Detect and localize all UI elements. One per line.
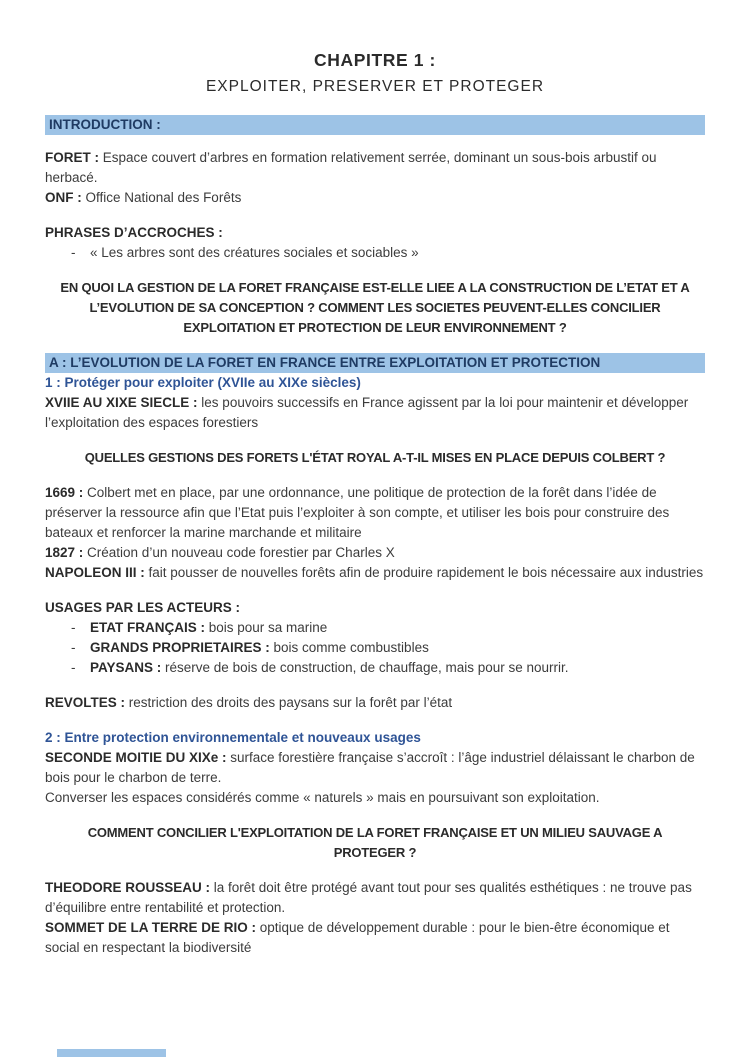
paragraph [45, 483, 705, 543]
bullet-item [45, 243, 705, 263]
document-body [45, 115, 705, 958]
text-run: fait pousser de nouvelles forêts afin de produire rapidement le bois nécessaire aux industries [144, 565, 704, 580]
bold-term: NAPOLEON III : [45, 565, 145, 580]
paragraph [45, 223, 705, 243]
text-run: restriction des droits des paysans sur la forêt par l’état [125, 695, 453, 710]
bold-term: REVOLTES : [45, 695, 126, 710]
bullet-list [45, 618, 705, 678]
bold-term: USAGES PAR LES ACTEURS : [45, 600, 241, 615]
bullet-dash-icon: - [71, 245, 76, 260]
chapter-title: CHAPITRE 1 : [314, 50, 436, 70]
bullet-item [45, 618, 705, 638]
bullet-dash-icon: - [71, 640, 76, 655]
paragraph [45, 693, 705, 713]
bullet-list [45, 243, 705, 263]
text-run: « Les arbres sont des créatures sociales et sociables » [90, 245, 419, 260]
sub-section-heading: 1 : Protéger pour exploiter (XVIIe au XIXe siècles) [45, 375, 361, 390]
text-run: bois comme combustibles [269, 640, 429, 655]
problem-question: EN QUOI LA GESTION DE LA FORET FRANÇAISE EST-ELLE LIEE A LA CONSTRUCTION DE L’ETAT ET A L’EVOLUTION DE SA CONCEPTION ? COMMENT LES SOCIETES PEUVENT-ELLES CONCILIER EXPLOITATION ET PROTECTION DE LEUR ENVIRONNEMENT ? [60, 280, 690, 335]
bold-term: SECONDE MOITIE DU XIXe : [45, 750, 227, 765]
paragraph [45, 748, 705, 788]
bold-term: XVIIE AU XIXE SIECLE : [45, 395, 198, 410]
problem-question: QUELLES GESTIONS DES FORETS L'ÉTAT ROYAL A-T-IL MISES EN PLACE DEPUIS COLBERT ? [84, 450, 666, 465]
chapter-subtitle: EXPLOITER, PRESERVER ET PROTEGER [205, 78, 545, 95]
bold-term: FORET : [45, 150, 99, 165]
bold-term: ONF : [45, 190, 82, 205]
text-run: Office National des Forêts [81, 190, 242, 205]
bold-term: PHRASES D’ACCROCHES : [45, 225, 223, 240]
paragraph [45, 393, 705, 433]
paragraph [45, 878, 705, 918]
text-run: optique de développement durable : pour le bien-être économique et social en respectant la biodiversité [45, 920, 670, 955]
text-run: Converser les espaces considérés comme « naturels » mais en poursuivant son exploitation. [45, 790, 600, 805]
bold-term: THEODORE ROUSSEAU : [45, 880, 211, 895]
bullet-text [90, 658, 705, 678]
text-run: surface forestière française s’accroît : l’âge industriel délaissant le charbon de bois pour le charbon de terre. [45, 750, 695, 785]
bullet-dash-icon: - [71, 660, 76, 675]
text-run: bois pour sa marine [205, 620, 328, 635]
paragraph [45, 918, 705, 958]
paragraph [45, 788, 705, 808]
text-run: Espace couvert d’arbres en formation relativement serrée, dominant un sous-bois arbustif ou herbacé. [45, 150, 657, 185]
bullet-text [90, 618, 705, 638]
bold-term: 1669 : [45, 485, 84, 500]
bullet-item [45, 658, 705, 678]
bullet-text [90, 243, 705, 263]
sub-section-heading: 2 : Entre protection environnementale et nouveaux usages [45, 730, 421, 745]
bold-term: ETAT FRANÇAIS : [90, 620, 205, 635]
bullet-item [45, 638, 705, 658]
paragraph [45, 148, 705, 188]
bullet-dash-icon: - [71, 620, 76, 635]
paragraph [45, 188, 705, 208]
text-run: la forêt doit être protégé avant tout pour ses qualités esthétiques : ne trouve pas d’équilibre entre rentabilité et protection. [45, 880, 692, 915]
text-run: Colbert met en place, par une ordonnance, une politique de protection de la forêt dans l’idée de préserver la ressource afin que l’Etat puis l’exploiter à son compte, et utiliser les bois pour construire des bateaux et renforcer la marine marchande et militaire [45, 485, 670, 540]
bullet-text [90, 638, 705, 658]
text-run: Création d’un nouveau code forestier par Charles X [83, 545, 395, 560]
partial-next-section-highlight-bar [57, 1049, 166, 1057]
bold-term: PAYSANS : [90, 660, 162, 675]
bold-term: 1827 : [45, 545, 84, 560]
section-heading-highlight: INTRODUCTION : [45, 115, 705, 135]
paragraph [45, 543, 705, 563]
bold-term: GRANDS PROPRIETAIRES : [90, 640, 270, 655]
text-run: réserve de bois de construction, de chauffage, mais pour se nourrir. [161, 660, 569, 675]
text-run: les pouvoirs successifs en France agissent par la loi pour maintenir et développer l’exploitation des espaces forestiers [45, 395, 689, 430]
bold-term: SOMMET DE LA TERRE DE RIO : [45, 920, 257, 935]
paragraph [45, 563, 705, 583]
section-heading-highlight: A : L’EVOLUTION DE LA FORET EN FRANCE ENTRE EXPLOITATION ET PROTECTION [45, 353, 705, 373]
problem-question: COMMENT CONCILIER L'EXPLOITATION DE LA FORET FRANÇAISE ET UN MILIEU SAUVAGE A PROTEGER ? [87, 825, 663, 860]
paragraph [45, 598, 705, 618]
